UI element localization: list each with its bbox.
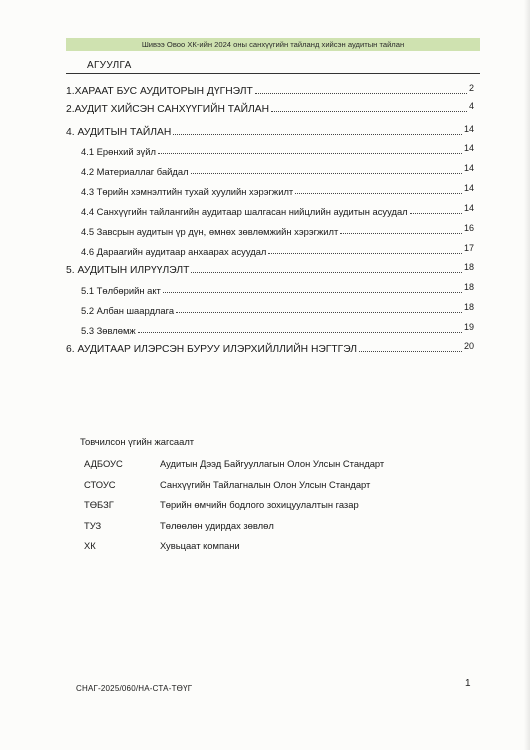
toc-entry-5-1[interactable] (66, 281, 474, 296)
toc-entry-page: 17 (463, 243, 474, 253)
toc-entry-5[interactable] (66, 261, 474, 276)
toc-leader-dots (138, 331, 462, 333)
toc-entry-4-4[interactable] (66, 202, 474, 217)
toc-entry-label: 6. АУДИТААР ИЛЭРСЭН БУРУУ ИЛЭРХИЙЛЛИЙН НЭГТГЭЛ (66, 344, 358, 355)
abbreviation-code: ХК (84, 540, 96, 551)
abbreviation-description: Хувьцаат компани (160, 540, 240, 551)
toc-leader-dots (163, 291, 462, 293)
toc-title: АГУУЛГА (87, 60, 132, 71)
abbreviations-title: Товчилсон үгийн жагсаалт (80, 436, 195, 447)
toc-entry-page: 14 (463, 143, 474, 153)
toc-entry-5-2[interactable] (66, 301, 474, 316)
abbreviation-code: ТӨБЗГ (84, 499, 114, 510)
abbreviation-code: АДБОУС (84, 458, 123, 469)
toc-entry-page: 14 (463, 124, 474, 134)
toc-entry-4[interactable] (66, 123, 474, 138)
toc-entry-page: 2 (468, 83, 474, 93)
toc-entry-6[interactable] (66, 340, 474, 355)
toc-entry-label: 5.2 Албан шаардлага (81, 305, 175, 316)
toc-entry-label: 4.4 Санхүүгийн тайлангийн аудитаар шалгасан нийцлийн аудитын асуудал (81, 206, 408, 217)
toc-leader-dots (268, 252, 462, 254)
toc-entry-label: 5.1 Төлбөрийн акт (81, 285, 161, 296)
toc-entry-page: 20 (463, 341, 474, 351)
toc-entry-page: 14 (463, 203, 474, 213)
toc-entry-label: 5.3 Зөвлөмж (81, 325, 136, 336)
toc-title-divider (66, 73, 480, 74)
abbreviation-row (84, 520, 274, 534)
abbreviation-row (84, 458, 384, 472)
abbreviation-row (84, 540, 240, 554)
toc-leader-dots (359, 350, 462, 352)
toc-entry-page: 18 (463, 302, 474, 312)
abbreviation-description: Төрийн өмчийн бодлого зохицуулалтын газар (160, 499, 359, 510)
toc-entry-label: 2.АУДИТ ХИЙСЭН САНХҮҮГИЙН ТАЙЛАН (66, 104, 270, 115)
toc-entry-4-1[interactable] (66, 142, 474, 157)
toc-entry-label: 4.6 Дараагийн аудитаар анхаарах асуудал (81, 246, 267, 257)
toc-entry-page: 14 (463, 163, 474, 173)
toc-entry-4-5[interactable] (66, 222, 474, 237)
scan-edge-shade (524, 0, 530, 750)
toc-entry-label: 4.3 Төрийн хэмнэлтийн тухай хуулийн хэрэгжилт (81, 186, 294, 197)
abbreviation-description: Аудитын Дээд Байгууллагын Олон Улсын Стандарт (160, 458, 385, 469)
toc-entry-page: 19 (463, 322, 474, 332)
toc-leader-dots (255, 92, 467, 94)
toc-leader-dots (295, 192, 462, 194)
abbreviation-description: Санхүүгийн Тайлагналын Олон Улсын Стандарт (160, 479, 371, 490)
document-code: СНАГ-2025/060/НА-СТА-ТӨҮГ (76, 684, 193, 693)
document-header-band: Шивээ Овоо ХК-ийн 2024 оны санхүүгийн тайланд хийсэн аудитын тайлан (66, 38, 480, 51)
toc-entry-page: 4 (468, 101, 474, 111)
toc-entry-label: 5. АУДИТЫН ИЛРҮҮЛЭЛТ (66, 265, 190, 276)
page-number: 1 (465, 678, 471, 689)
abbreviation-row (84, 479, 370, 493)
toc-entry-4-6[interactable] (66, 242, 474, 257)
toc-entry-label: 1.ХАРААТ БУС АУДИТОРЫН ДҮГНЭЛТ (66, 86, 253, 97)
toc-entry-label: 4.2 Материаллаг байдал (81, 166, 189, 177)
toc-entry-page: 18 (463, 282, 474, 292)
toc-entry-page: 16 (463, 223, 474, 233)
abbreviation-row (84, 499, 359, 513)
abbreviation-description: Төлөөлөн удирдах зөвлөл (160, 520, 274, 531)
toc-entry-page: 18 (463, 262, 474, 272)
toc-leader-dots (191, 172, 462, 174)
toc-entry-4-3[interactable] (66, 182, 474, 197)
toc-leader-dots (340, 232, 462, 234)
toc-entry-page: 14 (463, 183, 474, 193)
abbreviation-code: СТОУС (84, 479, 116, 490)
toc-leader-dots (173, 133, 462, 135)
toc-entry-label: 4.5 Завсрын аудитын үр дүн, өмнөх зөвлөмжийн хэрэгжилт (81, 226, 339, 237)
toc-leader-dots (191, 271, 462, 273)
toc-entry-label: 4. АУДИТЫН ТАЙЛАН (66, 127, 172, 138)
toc-entry-label: 4.1 Ерөнхий зүйл (81, 146, 156, 157)
toc-entry-5-3[interactable] (66, 321, 474, 336)
abbreviation-code: ТУЗ (84, 520, 102, 531)
toc-entry-1[interactable] (66, 82, 474, 97)
toc-leader-dots (271, 110, 467, 112)
toc-leader-dots (176, 311, 462, 313)
toc-leader-dots (410, 212, 462, 214)
toc-entry-2[interactable] (66, 100, 474, 115)
toc-leader-dots (158, 152, 462, 154)
toc-entry-4-2[interactable] (66, 162, 474, 177)
